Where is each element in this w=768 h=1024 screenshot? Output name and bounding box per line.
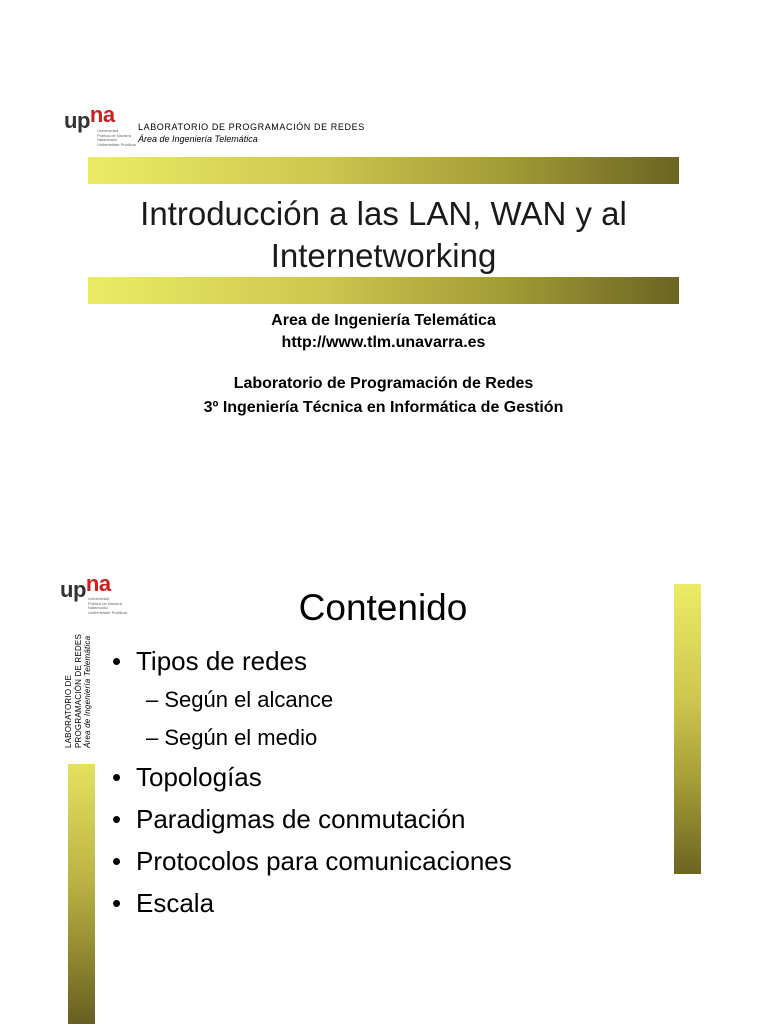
list-item xyxy=(112,845,512,877)
bullet-icon: • xyxy=(112,646,122,676)
side-label-line-1: LABORATORIO DE xyxy=(64,674,73,748)
university-line: Nafarroako xyxy=(88,605,108,611)
sub-list-item: – Según el alcance xyxy=(146,687,334,712)
university-line: Universidad xyxy=(88,596,110,601)
bullet-icon: • xyxy=(112,804,122,834)
logo-up-text: up xyxy=(60,577,86,602)
side-label-line-2: PROGRAMACIÓN DE REDES xyxy=(73,634,83,748)
title-bar-top xyxy=(88,157,679,184)
bullet-icon: • xyxy=(112,846,122,876)
side-label-line-3: Área de Ingeniería Telemática xyxy=(83,635,92,748)
list-item xyxy=(112,645,307,677)
bullet-icon: • xyxy=(112,888,122,918)
logo-na-text: na xyxy=(85,571,111,596)
bullet-icon: • xyxy=(112,762,122,792)
header-area-name: Área de Ingeniería Telemática xyxy=(138,134,258,144)
lab-name: Laboratorio de Programación de Redes xyxy=(233,375,534,392)
university-line: Universidad xyxy=(97,128,119,133)
title-bar-bottom xyxy=(88,277,679,304)
university-line: Pública de Navarra xyxy=(88,600,123,606)
university-line: Unibertsitate Publikoa xyxy=(88,609,127,615)
logo-up-text: up xyxy=(64,108,90,133)
contents-title: Contenido xyxy=(298,587,468,628)
list-item xyxy=(112,761,262,793)
area-name: Area de Ingeniería Telemática xyxy=(271,312,496,329)
side-bar-left xyxy=(68,764,95,1024)
course-name: 3º Ingeniería Técnica en Informática de Gestión xyxy=(203,399,564,416)
title-line-2: Internetworking xyxy=(270,237,497,274)
list-item xyxy=(112,887,214,919)
list-item-text: Escala xyxy=(136,888,215,918)
sub-list-item: – Según el medio xyxy=(146,725,318,750)
university-line: Pública de Navarra xyxy=(97,132,132,138)
list-item xyxy=(112,803,466,835)
title-line-1: Introducción a las LAN, WAN y al xyxy=(140,195,627,232)
website-url: http://www.tlm.unavarra.es xyxy=(281,334,486,351)
university-name-block xyxy=(97,129,136,147)
list-item-text: Protocolos para comunicaciones xyxy=(136,846,512,876)
side-bar-right xyxy=(674,584,701,874)
list-item-text: Tipos de redes xyxy=(136,646,308,676)
university-line: Nafarroako xyxy=(97,137,117,143)
side-label-vertical xyxy=(64,608,93,748)
list-item-text: Topologías xyxy=(136,762,262,792)
logo-na-text: na xyxy=(89,102,115,127)
list-item-text: Paradigmas de conmutación xyxy=(136,804,466,834)
header-lab-name: LABORATORIO DE PROGRAMACIÓN DE REDES xyxy=(138,122,365,132)
slide-title-text xyxy=(88,193,679,277)
university-line: Unibertsitate Publikoa xyxy=(97,141,136,147)
